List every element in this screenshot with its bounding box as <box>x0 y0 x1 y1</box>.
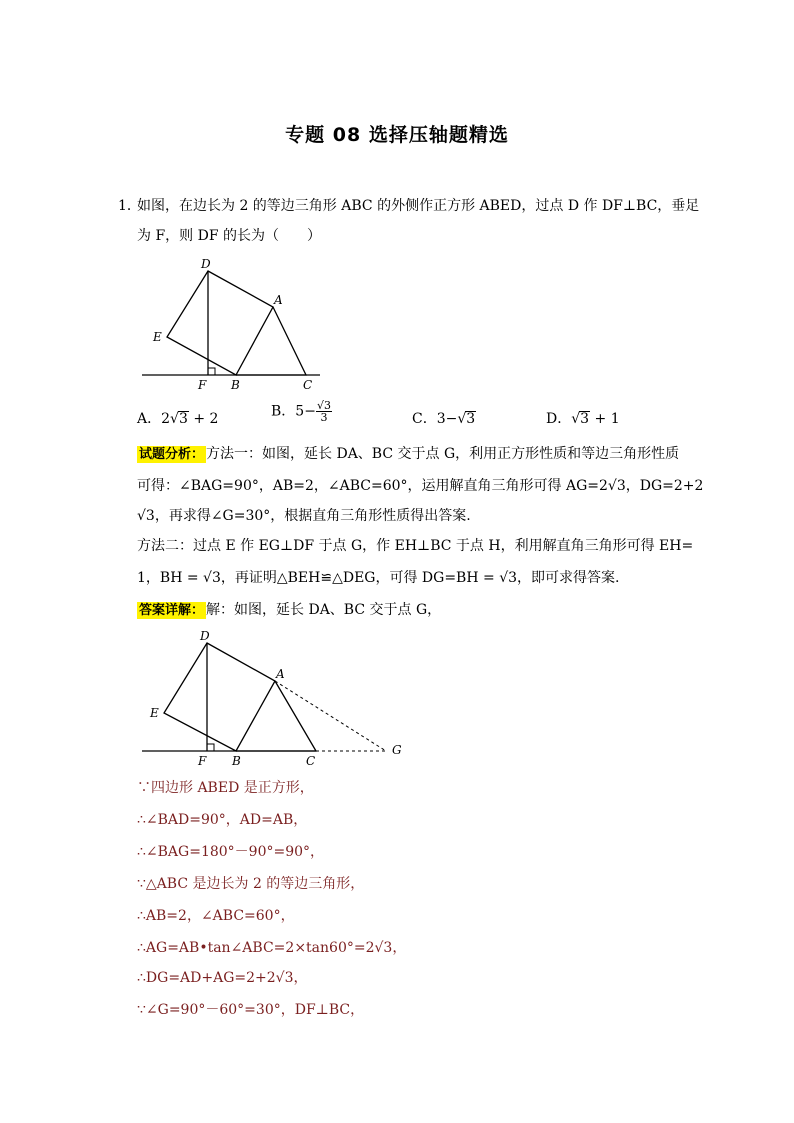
solution-step-2: ∴∠BAD=90°，AD=AB， <box>137 812 308 828</box>
solution-step-1: ∵四边形 ABED 是正方形， <box>137 780 314 796</box>
fig1-label-d: D <box>201 257 211 271</box>
figure-1-diagram <box>140 255 340 395</box>
choice-c[interactable]: C．3−√3 <box>412 411 476 427</box>
fig2-label-c: C <box>306 754 316 768</box>
fig2-label-f: F <box>198 754 207 768</box>
question-text-line-2: 为 F，则 DF 的长为（ ） <box>137 228 322 244</box>
fig2-label-a: A <box>276 667 285 681</box>
fig1-label-c: C <box>303 378 313 392</box>
analysis-line-5: 1，BH = √3，再证明△BEH≌△DEG，可得 DG=BH = √3，即可求得答案. <box>137 570 620 586</box>
solution-step-6: ∴AG=AB•tan∠ABC=2×tan60°=2√3， <box>137 940 407 956</box>
fig1-label-a: A <box>274 293 283 307</box>
page-title: 专题 08 选择压轴题精选 <box>285 124 509 146</box>
choice-a[interactable]: A．2√3 + 2 <box>137 411 219 427</box>
solution-step-7: ∴DG=AD+AG=2+2√3， <box>137 970 308 986</box>
figure-2-diagram <box>140 625 410 770</box>
analysis-line-1: 试题分析： 方法一：如图，延长 DA、BC 交于点 G，利用正方形性质和等边三角形性质 <box>139 446 680 462</box>
fig2-label-d: D <box>200 629 210 643</box>
fig1-label-f: F <box>198 378 207 392</box>
analysis-line-3: √3，再求得∠G=30°，根据直角三角形性质得出答案. <box>137 508 471 524</box>
solution-step-5: ∴AB=2，∠ABC=60°， <box>137 908 295 924</box>
fig2-label-b: B <box>232 754 241 768</box>
answer-choices <box>137 399 657 430</box>
solution-step-4: ∵△ABC 是边长为 2 的等边三角形， <box>137 876 365 892</box>
answer-tag: 答案详解： <box>139 603 205 618</box>
fig2-label-g: G <box>392 743 402 757</box>
fig2-label-e: E <box>150 706 159 720</box>
choice-b[interactable]: B．5− $\frac{√3}{3}$ <box>271 399 331 424</box>
analysis-tag: 试题分析： <box>139 447 205 462</box>
solution-step-8: ∵∠G=90°－60°=30°，DF⊥BC， <box>137 1002 365 1018</box>
question-text-line-1: 如图，在边长为 2 的等边三角形 ABC 的外侧作正方形 ABED，过点 D 作 DF⊥BC，垂足 <box>137 198 700 214</box>
analysis-line-2: 可得：∠BAG=90°，AB=2，∠ABC=60°，运用解直角三角形可得 AG=2√3，DG=2+2 <box>137 478 704 494</box>
question-number: 1． <box>118 198 141 214</box>
solution-step-3: ∴∠BAG=180°－90°=90°， <box>137 844 325 860</box>
fig1-label-b: B <box>231 378 240 392</box>
choice-d[interactable]: D．√3 + 1 <box>546 411 620 427</box>
answer-intro-line: 答案详解： 解：如图，延长 DA、BC 交于点 G， <box>139 602 442 618</box>
analysis-line-4: 方法二：过点 E 作 EG⊥DF 于点 G，作 EH⊥BC 于点 H，利用解直角三角形可得 EH= <box>137 538 694 554</box>
fig1-label-e: E <box>153 330 162 344</box>
